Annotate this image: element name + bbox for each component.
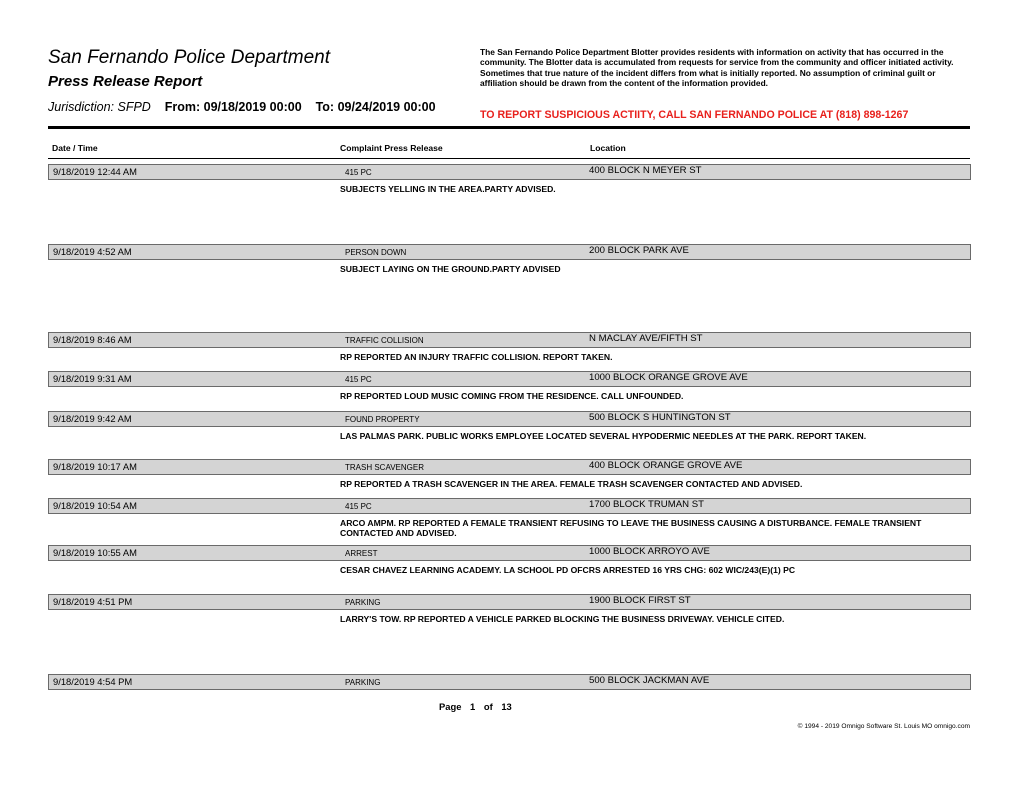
record-complaint-type: TRASH SCAVENGER (345, 463, 424, 472)
record-datetime: 9/18/2019 4:54 PM (53, 676, 133, 687)
page-label: Page (439, 701, 462, 712)
record-description: RP REPORTED LOUD MUSIC COMING FROM THE RESIDENCE. CALL UNFOUNDED. (340, 391, 684, 401)
to-value: 09/24/2019 00:00 (337, 100, 436, 114)
column-header-complaint: Complaint Press Release (340, 143, 443, 153)
record-description: LAS PALMAS PARK. PUBLIC WORKS EMPLOYEE LOCATED SEVERAL HYPODERMIC NEEDLES AT THE PARK. REPORT TAKEN. (340, 431, 867, 441)
record-row (48, 411, 971, 427)
record-location: 1900 BLOCK FIRST ST (589, 595, 691, 606)
page-indicator (439, 701, 512, 712)
record-row (48, 371, 971, 387)
record-complaint-type: PARKING (345, 598, 381, 607)
record-complaint-type: 415 PC (345, 502, 372, 511)
record-datetime: 9/18/2019 4:52 AM (53, 246, 132, 257)
record-row (48, 459, 971, 475)
record-datetime: 9/18/2019 8:46 AM (53, 334, 132, 345)
report-subtitle: Press Release Report (48, 73, 203, 90)
record-datetime: 9/18/2019 4:51 PM (53, 596, 133, 607)
page-of-label: of (483, 701, 493, 712)
record-complaint-type: 415 PC (345, 375, 372, 384)
report-parameters (48, 100, 436, 114)
copyright-notice: © 1994 - 2019 Omnigo Software St. Louis MO omnigo.com (797, 723, 970, 730)
record-complaint-type: ARREST (345, 549, 378, 558)
record-datetime: 9/18/2019 10:54 AM (53, 500, 137, 511)
record-row (48, 244, 971, 260)
record-complaint-type: FOUND PROPERTY (345, 415, 420, 424)
record-location: 500 BLOCK JACKMAN AVE (589, 675, 710, 686)
record-description: SUBJECTS YELLING IN THE AREA.PARTY ADVISED. (340, 184, 556, 194)
from-value: 09/18/2019 00:00 (203, 100, 302, 114)
record-complaint-type: TRAFFIC COLLISION (345, 336, 424, 345)
record-complaint-type: PERSON DOWN (345, 248, 407, 257)
record-location: 500 BLOCK S HUNTINGTON ST (589, 412, 731, 423)
column-header-divider (48, 158, 970, 159)
column-header-datetime: Date / Time (52, 143, 98, 153)
record-datetime: 9/18/2019 9:42 AM (53, 413, 132, 424)
page-number: 1 (470, 701, 476, 712)
record-datetime: 9/18/2019 10:55 AM (53, 547, 137, 558)
record-description: CESAR CHAVEZ LEARNING ACADEMY. LA SCHOOL PD OFCRS ARRESTED 16 YRS CHG: 602 WIC/243(E)(1) PC (340, 565, 796, 575)
column-header-location: Location (590, 143, 626, 153)
to-label: To: (315, 100, 335, 114)
record-location: N MACLAY AVE/FIFTH ST (589, 333, 703, 344)
record-description: RP REPORTED A TRASH SCAVENGER IN THE AREA. FEMALE TRASH SCAVENGER CONTACTED AND ADVISED. (340, 479, 803, 489)
record-description: SUBJECT LAYING ON THE GROUND.PARTY ADVISED (340, 264, 561, 274)
record-row (48, 498, 971, 514)
jurisdiction-label: Jurisdiction: (48, 100, 114, 114)
record-row (48, 332, 971, 348)
record-location: 400 BLOCK ORANGE GROVE AVE (589, 460, 743, 471)
record-location: 1000 BLOCK ARROYO AVE (589, 546, 710, 557)
page-total: 13 (501, 701, 512, 712)
record-location: 400 BLOCK N MEYER ST (589, 165, 702, 176)
header-divider (48, 126, 970, 129)
report-agency-title: San Fernando Police Department (48, 47, 330, 68)
record-description: LARRY'S TOW. RP REPORTED A VEHICLE PARKED BLOCKING THE BUSINESS DRIVEWAY. VEHICLE CITED. (340, 614, 785, 624)
record-location: 200 BLOCK PARK AVE (589, 245, 689, 256)
record-row (48, 545, 971, 561)
report-suspicious-activity-notice: TO REPORT SUSPICIOUS ACTIITY, CALL SAN FERNANDO POLICE AT (818) 898-1267 (480, 109, 909, 121)
record-row (48, 594, 971, 610)
record-description: ARCO AMPM. RP REPORTED A FEMALE TRANSIENT REFUSING TO LEAVE THE BUSINESS CAUSING A DISTURBANCE. FEMALE TRANSIENT CONTACTED AND ADVISED. (340, 518, 922, 539)
record-location: 1000 BLOCK ORANGE GROVE AVE (589, 372, 748, 383)
record-datetime: 9/18/2019 12:44 AM (53, 166, 137, 177)
record-row (48, 164, 971, 180)
from-label: From: (164, 100, 201, 114)
record-row (48, 674, 971, 690)
jurisdiction-value: SFPD (117, 100, 151, 114)
blotter-disclaimer: The San Fernando Police Department Blotter provides residents with information on activity that has occurred in the community. The Blotter data is accumulated from requests for service from the community and officer initiated activity. Sometimes that true nature of the incident differs from what is initially reported. No assumption of criminal guilt or affiliation should be drawn from the content of the information provided. (480, 47, 954, 88)
record-location: 1700 BLOCK TRUMAN ST (589, 499, 704, 510)
record-description: RP REPORTED AN INJURY TRAFFIC COLLISION. REPORT TAKEN. (340, 352, 613, 362)
record-datetime: 9/18/2019 9:31 AM (53, 373, 132, 384)
record-complaint-type: 415 PC (345, 168, 372, 177)
record-complaint-type: PARKING (345, 678, 381, 687)
record-datetime: 9/18/2019 10:17 AM (53, 461, 137, 472)
